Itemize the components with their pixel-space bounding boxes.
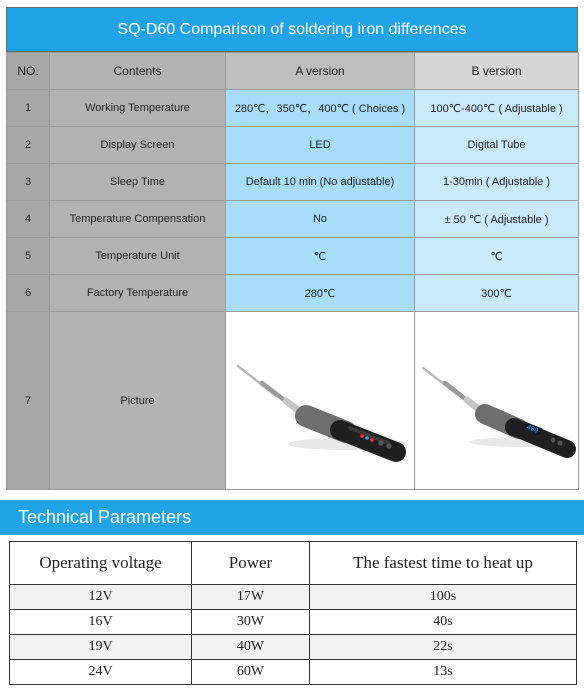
power-cell: 17W bbox=[192, 585, 310, 610]
heat-time-cell: 13s bbox=[310, 660, 577, 685]
header-heat-up-time: The fastest time to heat up bbox=[310, 542, 577, 585]
display-b-readout: 400 bbox=[525, 422, 540, 435]
row-a-value: Default 10 min (No adjustable) bbox=[226, 164, 415, 201]
row-contents: Working Temperature bbox=[50, 90, 226, 127]
row-a-value: No bbox=[226, 201, 415, 238]
row-b-value: ± 50 ℃ ( Adjustable ) bbox=[415, 201, 579, 238]
row-a-value: 280℃，350℃，400℃ ( Choices ) bbox=[226, 90, 415, 127]
row-contents: Temperature Unit bbox=[50, 238, 226, 275]
row-a-value: LED bbox=[226, 127, 415, 164]
table-row-picture bbox=[7, 312, 579, 490]
table-row bbox=[7, 90, 579, 127]
table-row bbox=[10, 635, 577, 660]
header-contents: Contents bbox=[50, 53, 226, 90]
row-b-value: Digital Tube bbox=[415, 127, 579, 164]
comparison-table bbox=[6, 52, 579, 490]
comparison-title: SQ-D60 Comparison of soldering iron differences bbox=[6, 7, 578, 52]
table-row bbox=[7, 164, 579, 201]
row-contents: Display Screen bbox=[50, 127, 226, 164]
heat-time-cell: 22s bbox=[310, 635, 577, 660]
voltage-cell: 12V bbox=[10, 585, 192, 610]
header-operating-voltage: Operating voltage bbox=[10, 542, 192, 585]
table-row bbox=[10, 610, 577, 635]
picture-b-cell bbox=[415, 312, 579, 490]
heat-time-cell: 40s bbox=[310, 610, 577, 635]
row-number: 3 bbox=[7, 164, 50, 201]
soldering-iron-digital-tube-image bbox=[417, 326, 577, 476]
power-cell: 60W bbox=[192, 660, 310, 685]
voltage-cell: 24V bbox=[10, 660, 192, 685]
table-row bbox=[7, 238, 579, 275]
comparison-header-row bbox=[7, 53, 579, 90]
table-row bbox=[10, 585, 577, 610]
row-number: 4 bbox=[7, 201, 50, 238]
row-a-value: 280℃ bbox=[226, 275, 415, 312]
table-row bbox=[10, 660, 577, 685]
row-b-value: 100℃-400℃ ( Adjustable ) bbox=[415, 90, 579, 127]
row-contents: Temperature Compensation bbox=[50, 201, 226, 238]
row-contents: Picture bbox=[50, 312, 226, 490]
heat-time-cell: 100s bbox=[310, 585, 577, 610]
tech-header-row bbox=[10, 542, 577, 585]
row-number: 2 bbox=[7, 127, 50, 164]
soldering-iron-led-image bbox=[228, 326, 413, 476]
voltage-cell: 19V bbox=[10, 635, 192, 660]
table-row bbox=[7, 275, 579, 312]
row-number: 7 bbox=[7, 312, 50, 490]
header-a-version: A version bbox=[226, 53, 415, 90]
row-b-value: ℃ bbox=[415, 238, 579, 275]
header-b-version: B version bbox=[415, 53, 579, 90]
technical-parameters-title: Technical Parameters bbox=[0, 500, 584, 535]
row-a-value: ℃ bbox=[226, 238, 415, 275]
row-number: 1 bbox=[7, 90, 50, 127]
header-power: Power bbox=[192, 542, 310, 585]
power-cell: 30W bbox=[192, 610, 310, 635]
voltage-cell: 16V bbox=[10, 610, 192, 635]
row-number: 5 bbox=[7, 238, 50, 275]
power-cell: 40W bbox=[192, 635, 310, 660]
picture-a-cell bbox=[226, 312, 415, 490]
table-row bbox=[7, 127, 579, 164]
technical-parameters-table bbox=[9, 541, 577, 685]
row-contents: Factory Temperature bbox=[50, 275, 226, 312]
row-number: 6 bbox=[7, 275, 50, 312]
table-row bbox=[7, 201, 579, 238]
row-b-value: 1-30min ( Adjustable ) bbox=[415, 164, 579, 201]
row-b-value: 300℃ bbox=[415, 275, 579, 312]
header-no: NO. bbox=[7, 53, 50, 90]
row-contents: Sleep Time bbox=[50, 164, 226, 201]
